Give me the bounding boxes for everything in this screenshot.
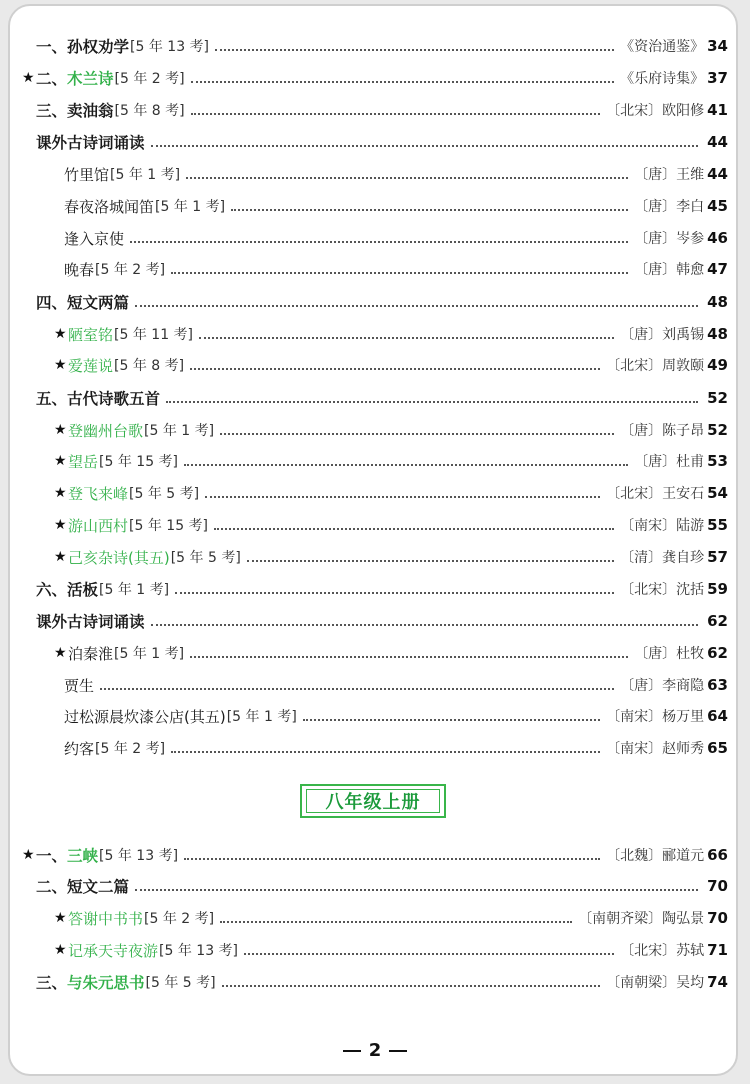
exam-frequency: [5 年 1 考] [226, 709, 297, 725]
toc-entry[interactable] [64, 192, 728, 220]
entry-page-number: 70 [707, 909, 728, 927]
entry-title: 泊秦淮 [68, 644, 114, 663]
entry-title: 五、古代诗歌五首 [36, 390, 161, 408]
entry-title: 课外古诗词诵读 [36, 613, 145, 631]
exam-frequency: [5 年 11 考] [114, 327, 194, 343]
entry-author: 〔唐〕韩愈 [634, 262, 705, 278]
exam-frequency: [5 年 13 考] [99, 848, 179, 864]
entry-page-number: 64 [707, 707, 728, 725]
entry-title: 过松源晨炊漆公店(其五) [64, 707, 226, 726]
dot-leader [220, 920, 572, 923]
dot-leader [191, 80, 615, 83]
exam-frequency: [5 年 2 考] [95, 262, 166, 278]
entry-page-number: 47 [707, 260, 728, 278]
toc-entry[interactable] [36, 96, 728, 124]
entry-author: 〔南宋〕赵师秀 [606, 741, 705, 757]
entry-author: 〔南宋〕陆游 [620, 518, 705, 534]
entry-title: 游山西村 [68, 516, 129, 535]
entry-title: 望岳 [68, 452, 99, 471]
exam-frequency: [5 年 8 考] [114, 358, 185, 374]
entry-title: 木兰诗 [67, 70, 114, 88]
exam-frequency: [5 年 1 考] [110, 167, 181, 183]
dot-leader [135, 304, 698, 307]
star-icon: ★ [22, 847, 35, 863]
dot-leader [220, 432, 614, 435]
entry-page-number: 44 [707, 133, 728, 151]
toc-entry[interactable] [36, 607, 728, 635]
dot-leader [135, 888, 698, 891]
toc-entry[interactable] [54, 511, 728, 539]
entry-number: 一、 [36, 847, 68, 865]
entry-page-number: 54 [707, 484, 728, 502]
entry-page-number: 34 [707, 37, 728, 55]
star-icon: ★ [54, 942, 67, 958]
toc-entry[interactable] [54, 320, 728, 348]
entry-author: 〔唐〕王维 [634, 167, 705, 183]
exam-frequency: [5 年 2 考] [114, 71, 185, 87]
entry-author: 〔北宋〕欧阳修 [606, 103, 705, 119]
entry-page-number: 53 [707, 452, 728, 470]
entry-author: 〔唐〕李商隐 [620, 678, 705, 694]
page-number: 2 [368, 1040, 382, 1061]
dot-leader [191, 112, 601, 115]
dot-leader [171, 750, 600, 753]
entry-title: 课外古诗词诵读 [36, 134, 145, 152]
toc-entry[interactable] [54, 936, 728, 964]
entry-title: 竹里馆 [64, 165, 110, 184]
toc-entry[interactable] [54, 904, 728, 932]
dot-leader [184, 463, 628, 466]
entry-title: 记承天寺夜游 [68, 941, 159, 960]
entry-page-number: 49 [707, 356, 728, 374]
dot-leader [190, 367, 600, 370]
entry-author: 〔唐〕杜甫 [634, 454, 705, 470]
entry-author: 〔北宋〕王安石 [606, 486, 705, 502]
entry-author: 〔南宋〕杨万里 [606, 709, 705, 725]
toc-entry[interactable] [54, 447, 728, 475]
dot-leader [186, 176, 628, 179]
entry-page-number: 62 [707, 644, 728, 662]
entry-title: 己亥杂诗(其五) [68, 548, 170, 567]
toc-entry[interactable] [64, 160, 728, 188]
toc-entry[interactable] [36, 384, 728, 412]
entry-author: 《资治通鉴》 [620, 39, 705, 55]
entry-author: 〔南朝齐梁〕陶弘景 [578, 911, 705, 927]
toc-entry[interactable] [36, 968, 728, 996]
star-icon: ★ [54, 453, 67, 469]
dot-leader [100, 687, 614, 690]
toc-entry[interactable] [54, 351, 728, 379]
exam-frequency: [5 年 1 考] [155, 199, 226, 215]
entry-page-number: 65 [707, 739, 728, 757]
entry-page-number: 70 [707, 877, 728, 895]
entry-page-number: 46 [707, 229, 728, 247]
exam-frequency: [5 年 5 考] [170, 550, 241, 566]
entry-author: 〔唐〕岑参 [634, 231, 705, 247]
entry-author: 〔清〕龚自珍 [620, 550, 705, 566]
star-icon: ★ [54, 517, 67, 533]
toc-entry[interactable] [64, 702, 728, 730]
exam-frequency: [5 年 1 考] [114, 646, 185, 662]
entry-page-number: 45 [707, 197, 728, 215]
entry-author: 〔唐〕李白 [634, 199, 705, 215]
entry-author: 〔北宋〕沈括 [620, 582, 705, 598]
dot-leader [171, 271, 628, 274]
entry-page-number: 55 [707, 516, 728, 534]
toc-entry[interactable] [22, 64, 728, 92]
dot-leader [244, 952, 614, 955]
entry-title: 三、卖油翁 [36, 102, 114, 120]
entry-page-number: 74 [707, 973, 728, 991]
exam-frequency: [5 年 13 考] [159, 943, 239, 959]
entry-author: 〔唐〕刘禹锡 [620, 327, 705, 343]
star-icon: ★ [54, 645, 67, 661]
entry-title: 登幽州台歌 [68, 421, 144, 440]
entry-page-number: 57 [707, 548, 728, 566]
toc-entry[interactable] [36, 575, 728, 603]
entry-author: 〔唐〕陈子昂 [620, 423, 705, 439]
entry-page-number: 48 [707, 293, 728, 311]
entry-author: 《乐府诗集》 [620, 71, 705, 87]
entry-author: 〔北宋〕苏轼 [620, 943, 705, 959]
entry-title: 与朱元思书 [67, 974, 145, 992]
entry-title: 登飞来峰 [68, 484, 129, 503]
entry-title: 四、短文两篇 [36, 294, 130, 312]
entry-page-number: 44 [707, 165, 728, 183]
entry-title: 爱莲说 [68, 356, 114, 375]
entry-author: 〔唐〕杜牧 [634, 646, 705, 662]
entry-author: 〔北魏〕郦道元 [606, 848, 705, 864]
dot-leader [130, 240, 628, 243]
entry-title: 六、活板 [36, 581, 99, 599]
toc-entry[interactable] [54, 416, 728, 444]
toc-entry[interactable] [36, 872, 728, 900]
entry-page-number: 62 [707, 612, 728, 630]
toc-entry[interactable] [54, 639, 728, 667]
exam-frequency: [5 年 2 考] [144, 911, 215, 927]
entry-page-number: 52 [707, 421, 728, 439]
entry-page-number: 63 [707, 676, 728, 694]
entry-page-number: 41 [707, 101, 728, 119]
dot-leader [151, 623, 699, 626]
exam-frequency: [5 年 1 考] [144, 423, 215, 439]
toc-entry[interactable] [36, 32, 728, 60]
toc-entry[interactable] [54, 479, 728, 507]
entry-page-number: 52 [707, 389, 728, 407]
exam-frequency: [5 年 8 考] [114, 103, 185, 119]
dot-leader [190, 655, 628, 658]
entry-title: 贾生 [64, 676, 95, 695]
entry-author: 〔北宋〕周敦颐 [606, 358, 705, 374]
star-icon: ★ [54, 357, 67, 373]
entry-title: 春夜洛城闻笛 [64, 197, 155, 216]
entry-title: 三峡 [67, 847, 99, 865]
star-icon: ★ [54, 326, 67, 342]
toc-entry[interactable] [64, 734, 728, 762]
dot-leader [166, 400, 698, 403]
exam-frequency: [5 年 15 考] [99, 454, 179, 470]
entry-page-number: 66 [707, 846, 728, 864]
star-icon: ★ [54, 910, 67, 926]
toc-entry[interactable] [36, 288, 728, 316]
toc-entry[interactable] [64, 255, 728, 283]
dot-leader [303, 718, 600, 721]
entry-title: 答谢中书书 [68, 909, 144, 928]
dot-leader [222, 984, 601, 987]
entry-title: 二、短文二篇 [36, 878, 130, 896]
dot-leader [199, 336, 614, 339]
dot-leader [184, 857, 600, 860]
dot-leader [151, 144, 699, 147]
entry-author: 〔南朝梁〕吴均 [606, 975, 705, 991]
entry-number: 三、 [36, 974, 68, 992]
exam-frequency: [5 年 5 考] [129, 486, 200, 502]
dot-leader [231, 208, 628, 211]
entry-title: 逢入京使 [64, 229, 125, 248]
entry-page-number: 59 [707, 580, 728, 598]
exam-frequency: [5 年 1 考] [99, 582, 170, 598]
exam-frequency: [5 年 13 考] [130, 39, 210, 55]
toc-entry[interactable] [54, 543, 728, 571]
entry-title: 陋室铭 [68, 325, 114, 344]
entry-page-number: 71 [707, 941, 728, 959]
dot-leader [247, 559, 614, 562]
banner-title: 八年级上册 [325, 792, 421, 813]
entry-title: 一、孙权劝学 [36, 38, 130, 56]
toc-entry[interactable] [22, 841, 728, 869]
grade-banner [300, 784, 446, 818]
dot-leader [215, 48, 614, 51]
star-icon: ★ [22, 70, 35, 86]
entry-page-number: 37 [707, 69, 728, 87]
exam-frequency: [5 年 15 考] [129, 518, 209, 534]
star-icon: ★ [54, 422, 67, 438]
toc-entry[interactable] [64, 671, 728, 699]
entry-title: 约客 [64, 739, 95, 758]
footer-dash-right [389, 1050, 407, 1052]
page-footer [0, 1040, 750, 1061]
toc-entry[interactable] [64, 224, 728, 252]
dot-leader [205, 495, 600, 498]
entry-title: 晚春 [64, 260, 95, 279]
dot-leader [214, 527, 614, 530]
exam-frequency: [5 年 2 考] [95, 741, 166, 757]
star-icon: ★ [54, 549, 67, 565]
dot-leader [175, 591, 614, 594]
entry-number: 二、 [36, 70, 68, 88]
exam-frequency: [5 年 5 考] [145, 975, 216, 991]
footer-dash-left [343, 1050, 361, 1052]
star-icon: ★ [54, 485, 67, 501]
toc-entry[interactable] [36, 128, 728, 156]
entry-page-number: 48 [707, 325, 728, 343]
